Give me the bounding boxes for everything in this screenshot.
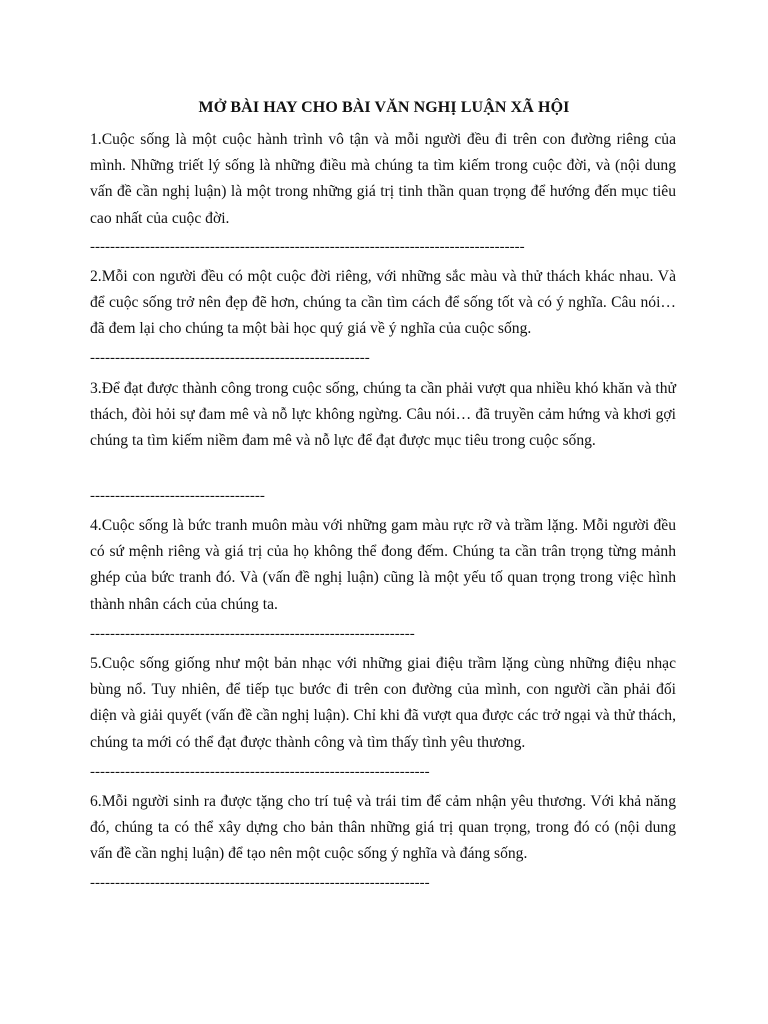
paragraph-6: 6.Mỗi người sinh ra được tặng cho trí tuệ và trái tim để cảm nhận yêu thương. Với khả năng đó, chúng ta có thể xây dựng cho bản thân những giá trị quan trọng, trong đó có (nội dung vấn đề cần nghị luận) để tạo nên một cuộc sống ý nghĩa và đáng sống.	[90, 793, 676, 863]
paragraph-1: 1.Cuộc sống là một cuộc hành trình vô tận và mỗi người đều đi trên con đường riêng của mình. Những triết lý sống là những điều mà chúng ta tìm kiếm trong cuộc đời, và (nội dung vấn đề cần nghị luận) là một trong những giá trị tinh thần quan trọng để hướng đến mục tiêu cao nhất của cuộc đời.	[90, 131, 676, 227]
separator-3: -----------------------------------	[90, 488, 265, 504]
separator-2: --------------------------------------------------------	[90, 350, 370, 366]
separator-4: -----------------------------------------------------------------	[90, 626, 415, 642]
separator-5: --------------------------------------------------------------------	[90, 764, 430, 780]
document-title: MỞ BÀI HAY CHO BÀI VĂN NGHỊ LUẬN XÃ HỘI	[198, 99, 570, 116]
paragraph-5: 5.Cuộc sống giống như một bản nhạc với những giai điệu trầm lặng cùng những điệu nhạc bùng nổ. Tuy nhiên, để tiếp tục bước đi trên con đường của mình, con người cần phải đối diện và giải quyết (vấn đề cần nghị luận). Chỉ khi đã vượt qua được các trở ngại và thử thách, chúng ta mới có thể đạt được thành công và tìm thấy tình yêu thương.	[90, 655, 676, 751]
paragraph-2: 2.Mỗi con người đều có một cuộc đời riêng, với những sắc màu và thử thách khác nhau. Và để cuộc sống trở nên đẹp đẽ hơn, chúng ta cần tìm cách để sống tốt và có ý nghĩa. Câu nói… đã đem lại cho chúng ta một bài học quý giá về ý nghĩa của cuộc sống.	[90, 268, 676, 338]
paragraph-4: 4.Cuộc sống là bức tranh muôn màu với những gam màu rực rỡ và trầm lặng. Mỗi người đều có sứ mệnh riêng và giá trị của họ không thể đong đếm. Chúng ta cần trân trọng từng mảnh ghép của bức tranh đó. Và (vấn đề nghị luận) cũng là một yếu tố quan trọng trong việc hình thành nhân cách của chúng ta.	[90, 517, 676, 613]
separator-6: --------------------------------------------------------------------	[90, 875, 430, 891]
paragraph-3: 3.Để đạt được thành công trong cuộc sống, chúng ta cần phải vượt qua nhiều khó khăn và thử thách, đòi hỏi sự đam mê và nỗ lực không ngừng. Câu nói… đã truyền cảm hứng và khơi gợi chúng ta tìm kiếm niềm đam mê và nỗ lực để đạt được mục tiêu trong cuộc sống.	[90, 380, 676, 450]
separator-1: ---------------------------------------------------------------------------------------	[90, 239, 525, 255]
